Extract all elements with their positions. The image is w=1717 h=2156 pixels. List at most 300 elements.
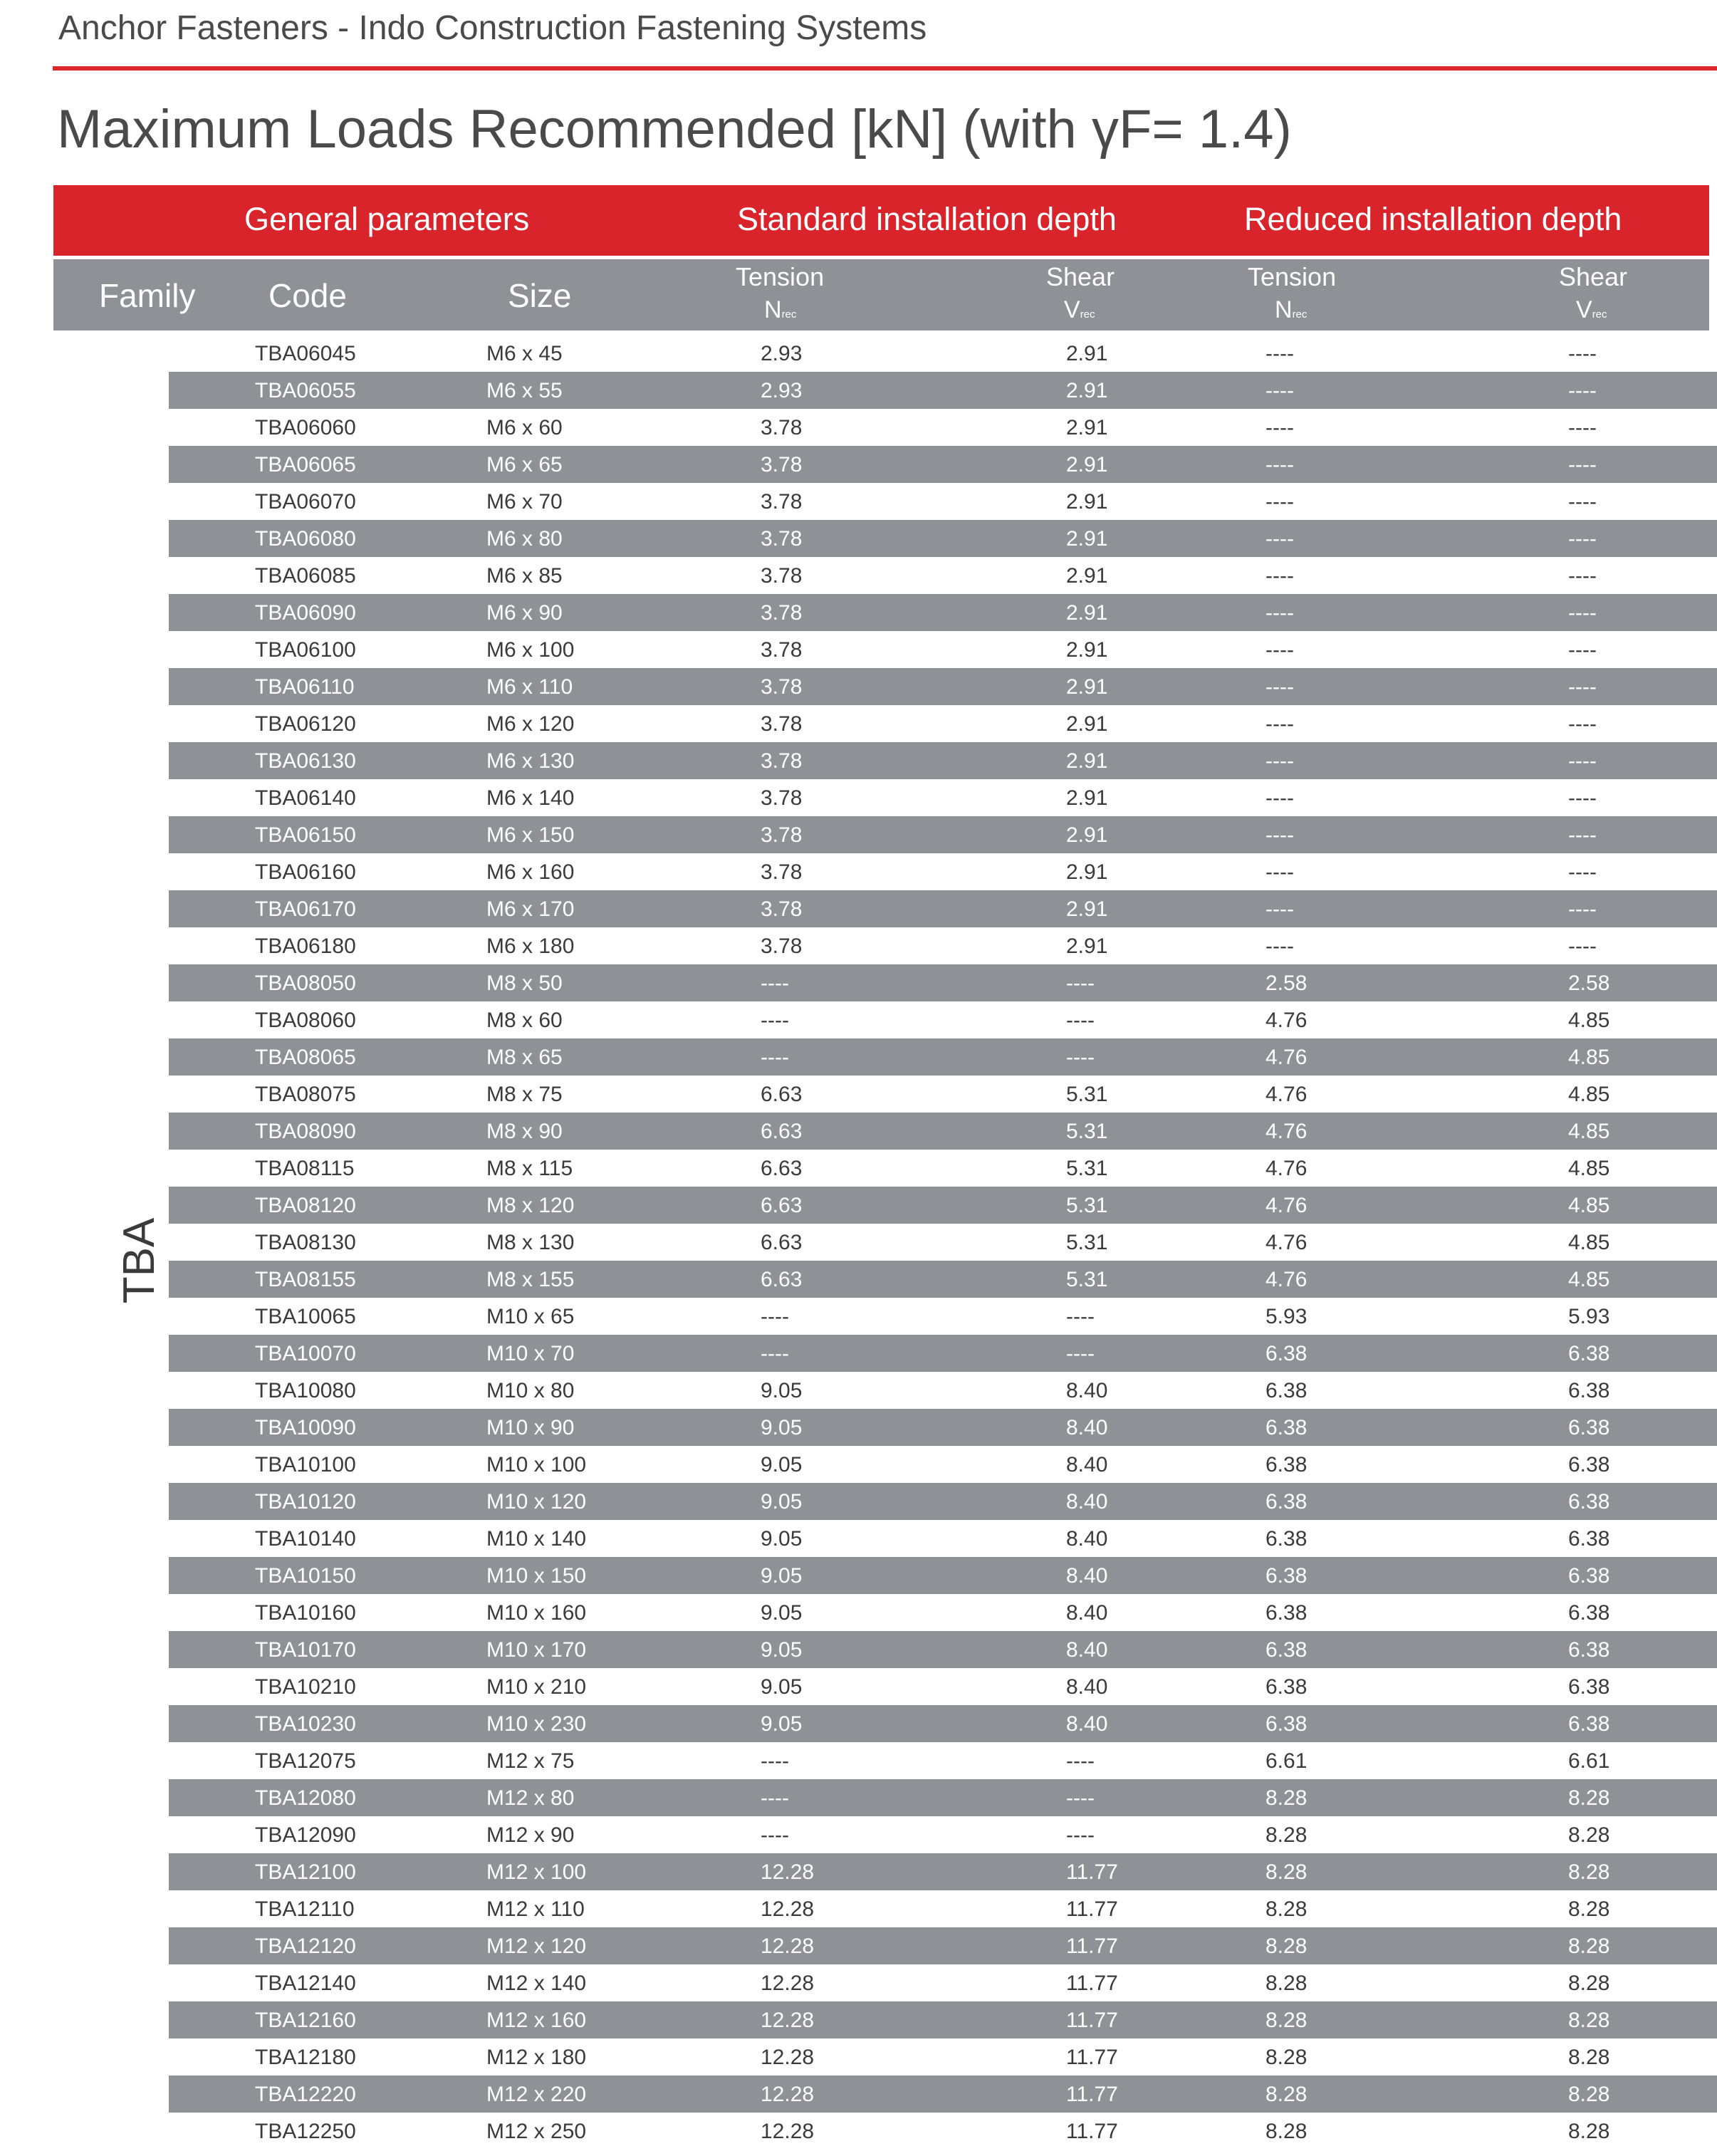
- cell-std-tension: 6.63: [761, 1231, 803, 1254]
- cell-code: TBA10065: [255, 1305, 356, 1328]
- cell-std-shear: 8.40: [1066, 1490, 1108, 1514]
- cell-std-shear: 5.31: [1066, 1120, 1108, 1143]
- cell-size: M8 x 50: [486, 972, 563, 995]
- brand-title: Anchor Fasteners - Indo Construction Fastening Systems: [58, 9, 927, 47]
- cell-std-tension: 3.78: [761, 786, 803, 810]
- cell-size: M12 x 90: [486, 1823, 575, 1847]
- cell-std-shear: 2.91: [1066, 453, 1108, 476]
- cell-size: M12 x 250: [486, 2120, 587, 2143]
- cell-code: TBA12220: [255, 2083, 356, 2106]
- cell-red-tension: 6.38: [1265, 1712, 1308, 1736]
- cell-red-tension: ----: [1265, 379, 1294, 402]
- cell-std-tension: 12.28: [761, 2120, 815, 2143]
- row-background: [169, 890, 1717, 927]
- cell-red-shear: 6.61: [1568, 1749, 1610, 1773]
- row-background: [169, 2001, 1717, 2038]
- table-row: [0, 1890, 1717, 1927]
- row-background: [169, 1557, 1717, 1594]
- table-row: [0, 483, 1717, 520]
- cell-std-tension: 12.28: [761, 1934, 815, 1958]
- col-red-shear-symbol: Vrec: [1576, 296, 1607, 323]
- cell-code: TBA06045: [255, 342, 356, 365]
- header-divider: [53, 66, 1717, 71]
- cell-red-shear: 6.38: [1568, 1342, 1610, 1365]
- cell-red-shear: ----: [1568, 712, 1597, 736]
- table-row: [0, 1927, 1717, 1964]
- table-row: [0, 1372, 1717, 1409]
- cell-code: TBA10160: [255, 1601, 356, 1625]
- cell-std-shear: 8.40: [1066, 1712, 1108, 1736]
- cell-red-tension: 6.38: [1265, 1675, 1308, 1699]
- cell-std-shear: 11.77: [1066, 1972, 1118, 1995]
- table-row: [0, 1779, 1717, 1816]
- table-row: [0, 742, 1717, 779]
- cell-red-tension: 6.38: [1265, 1453, 1308, 1477]
- table-row: [0, 1298, 1717, 1335]
- cell-std-tension: 9.05: [761, 1675, 803, 1699]
- cell-red-tension: ----: [1265, 934, 1294, 958]
- cell-red-shear: 6.38: [1568, 1601, 1610, 1625]
- cell-std-shear: 2.91: [1066, 564, 1108, 588]
- cell-std-shear: 11.77: [1066, 2120, 1118, 2143]
- cell-std-tension: 2.93: [761, 379, 803, 402]
- row-background: [169, 372, 1717, 409]
- cell-std-shear: 8.40: [1066, 1416, 1108, 1439]
- cell-red-shear: 8.28: [1568, 2083, 1610, 2106]
- row-background: [169, 668, 1717, 705]
- cell-std-shear: 2.91: [1066, 416, 1108, 439]
- cell-red-tension: 6.38: [1265, 1564, 1308, 1588]
- cell-code: TBA06060: [255, 416, 356, 439]
- cell-red-shear: 6.38: [1568, 1453, 1610, 1477]
- table-row: [0, 964, 1717, 1001]
- cell-size: M6 x 80: [486, 527, 563, 551]
- cell-red-tension: 8.28: [1265, 1934, 1308, 1958]
- cell-std-tension: ----: [761, 1342, 789, 1365]
- cell-std-shear: ----: [1066, 1823, 1095, 1847]
- cell-size: M6 x 70: [486, 490, 563, 514]
- cell-code: TBA10210: [255, 1675, 356, 1699]
- cell-size: M10 x 230: [486, 1712, 587, 1736]
- cell-size: M6 x 180: [486, 934, 575, 958]
- cell-size: M10 x 170: [486, 1638, 587, 1662]
- row-background: [169, 816, 1717, 853]
- cell-std-tension: 9.05: [761, 1601, 803, 1625]
- cell-std-shear: ----: [1066, 1305, 1095, 1328]
- cell-size: M8 x 75: [486, 1083, 563, 1106]
- cell-red-tension: 4.76: [1265, 1046, 1308, 1069]
- row-background: [169, 1113, 1717, 1150]
- group-header-general: General parameters: [244, 201, 530, 237]
- cell-size: M6 x 170: [486, 897, 575, 921]
- group-header-reduced: Reduced installation depth: [1244, 201, 1622, 237]
- cell-red-tension: 4.76: [1265, 1157, 1308, 1180]
- table-row: [0, 1594, 1717, 1631]
- cell-red-shear: 8.28: [1568, 1972, 1610, 1995]
- cell-red-tension: 6.38: [1265, 1342, 1308, 1365]
- cell-std-tension: 3.78: [761, 712, 803, 736]
- row-background: [169, 1890, 1717, 1927]
- row-background: [169, 1668, 1717, 1705]
- cell-red-shear: 8.28: [1568, 2046, 1610, 2069]
- row-background: [169, 1446, 1717, 1483]
- cell-red-shear: ----: [1568, 601, 1597, 625]
- cell-size: M6 x 100: [486, 638, 575, 662]
- cell-code: TBA12160: [255, 2009, 356, 2032]
- cell-std-tension: 3.78: [761, 675, 803, 699]
- cell-std-tension: 3.78: [761, 416, 803, 439]
- cell-red-tension: 6.38: [1265, 1490, 1308, 1514]
- cell-red-shear: 4.85: [1568, 1009, 1610, 1032]
- cell-size: M10 x 210: [486, 1675, 587, 1699]
- cell-code: TBA12100: [255, 1860, 356, 1884]
- cell-size: M12 x 220: [486, 2083, 587, 2106]
- row-background: [169, 1779, 1717, 1816]
- cell-code: TBA10170: [255, 1638, 356, 1662]
- cell-code: TBA06065: [255, 453, 356, 476]
- cell-red-tension: 4.76: [1265, 1231, 1308, 1254]
- row-background: [169, 557, 1717, 594]
- cell-red-tension: 8.28: [1265, 2083, 1308, 2106]
- table-row: [0, 1113, 1717, 1150]
- cell-std-tension: 3.78: [761, 934, 803, 958]
- cell-red-shear: ----: [1568, 527, 1597, 551]
- cell-size: M10 x 65: [486, 1305, 575, 1328]
- cell-red-tension: ----: [1265, 860, 1294, 884]
- cell-red-shear: 8.28: [1568, 1823, 1610, 1847]
- cell-size: M12 x 100: [486, 1860, 587, 1884]
- table-row: [0, 1964, 1717, 2001]
- table-row: [0, 2001, 1717, 2038]
- cell-size: M10 x 120: [486, 1490, 587, 1514]
- row-background: [169, 927, 1717, 964]
- table-row: [0, 1705, 1717, 1742]
- cell-red-shear: 4.85: [1568, 1194, 1610, 1217]
- cell-size: M6 x 120: [486, 712, 575, 736]
- row-background: [169, 1372, 1717, 1409]
- cell-size: M6 x 65: [486, 453, 563, 476]
- cell-size: M6 x 110: [486, 675, 573, 699]
- row-background: [169, 853, 1717, 890]
- table-row: [0, 1261, 1717, 1298]
- cell-red-tension: 4.76: [1265, 1009, 1308, 1032]
- cell-red-tension: 5.93: [1265, 1305, 1308, 1328]
- cell-std-shear: 2.91: [1066, 601, 1108, 625]
- cell-red-tension: 6.61: [1265, 1749, 1308, 1773]
- cell-std-tension: 12.28: [761, 1897, 815, 1921]
- table-row: [0, 1557, 1717, 1594]
- cell-code: TBA12075: [255, 1749, 356, 1773]
- col-std-tension: Tension: [736, 262, 825, 291]
- cell-code: TBA12080: [255, 1786, 356, 1810]
- col-code: Code: [268, 277, 347, 314]
- table-row: [0, 1742, 1717, 1779]
- cell-red-tension: 6.38: [1265, 1416, 1308, 1439]
- row-background: [169, 705, 1717, 742]
- row-background: [169, 1964, 1717, 2001]
- cell-code: TBA08090: [255, 1120, 356, 1143]
- cell-red-tension: 6.38: [1265, 1601, 1308, 1625]
- cell-red-shear: ----: [1568, 379, 1597, 402]
- cell-red-shear: ----: [1568, 342, 1597, 365]
- row-background: [169, 1816, 1717, 1853]
- cell-size: M12 x 180: [486, 2046, 587, 2069]
- cell-red-tension: 8.28: [1265, 2120, 1308, 2143]
- cell-std-shear: ----: [1066, 1009, 1095, 1032]
- cell-size: M10 x 140: [486, 1527, 587, 1551]
- col-std-shear-symbol: Vrec: [1064, 296, 1095, 323]
- table-row: [0, 1150, 1717, 1187]
- cell-red-shear: 6.38: [1568, 1379, 1610, 1402]
- cell-std-tension: 9.05: [761, 1527, 803, 1551]
- cell-red-shear: 8.28: [1568, 1860, 1610, 1884]
- row-background: [169, 1927, 1717, 1964]
- cell-std-tension: 9.05: [761, 1712, 803, 1736]
- cell-code: TBA06090: [255, 601, 356, 625]
- row-background: [169, 520, 1717, 557]
- table-row: [0, 2038, 1717, 2076]
- row-background: [169, 631, 1717, 668]
- row-background: [169, 1705, 1717, 1742]
- cell-red-shear: 2.58: [1568, 972, 1610, 995]
- cell-red-tension: ----: [1265, 601, 1294, 625]
- cell-red-shear: 4.85: [1568, 1083, 1610, 1106]
- cell-std-shear: 11.77: [1066, 2009, 1118, 2032]
- cell-red-tension: 4.76: [1265, 1083, 1308, 1106]
- table-row: [0, 668, 1717, 705]
- row-background: [169, 1483, 1717, 1520]
- cell-size: M12 x 75: [486, 1749, 575, 1773]
- cell-size: M8 x 90: [486, 1120, 563, 1143]
- cell-size: M12 x 110: [486, 1897, 585, 1921]
- cell-code: TBA06120: [255, 712, 356, 736]
- cell-red-tension: 8.28: [1265, 2046, 1308, 2069]
- cell-std-shear: 5.31: [1066, 1194, 1108, 1217]
- table-row: [0, 890, 1717, 927]
- row-background: [169, 335, 1717, 372]
- cell-size: M6 x 60: [486, 416, 563, 439]
- cell-code: TBA08050: [255, 972, 356, 995]
- cell-std-tension: 3.78: [761, 527, 803, 551]
- cell-size: M6 x 45: [486, 342, 563, 365]
- table-row: [0, 2076, 1717, 2113]
- cell-std-shear: 8.40: [1066, 1601, 1108, 1625]
- row-background: [169, 742, 1717, 779]
- cell-std-tension: 2.93: [761, 342, 803, 365]
- cell-std-tension: 3.78: [761, 564, 803, 588]
- cell-red-shear: 4.85: [1568, 1046, 1610, 1069]
- cell-std-shear: 2.91: [1066, 934, 1108, 958]
- cell-red-shear: 4.85: [1568, 1157, 1610, 1180]
- cell-code: TBA06070: [255, 490, 356, 514]
- cell-code: TBA12090: [255, 1823, 356, 1847]
- row-background: [169, 483, 1717, 520]
- cell-std-shear: 2.91: [1066, 786, 1108, 810]
- cell-red-tension: ----: [1265, 527, 1294, 551]
- cell-red-tension: 2.58: [1265, 972, 1308, 995]
- cell-std-shear: 2.91: [1066, 860, 1108, 884]
- cell-std-shear: 11.77: [1066, 2046, 1118, 2069]
- table-row: [0, 1224, 1717, 1261]
- cell-code: TBA12140: [255, 1972, 356, 1995]
- cell-std-shear: ----: [1066, 1342, 1095, 1365]
- cell-std-shear: 2.91: [1066, 527, 1108, 551]
- cell-std-shear: 8.40: [1066, 1638, 1108, 1662]
- cell-std-tension: ----: [761, 1305, 789, 1328]
- family-label: TBA: [115, 1217, 164, 1304]
- cell-red-tension: 8.28: [1265, 2009, 1308, 2032]
- cell-size: M12 x 80: [486, 1786, 575, 1810]
- cell-code: TBA06100: [255, 638, 356, 662]
- cell-std-tension: ----: [761, 1823, 789, 1847]
- col-size: Size: [508, 277, 572, 314]
- cell-red-shear: ----: [1568, 786, 1597, 810]
- table-row: [0, 557, 1717, 594]
- table-row: [0, 1187, 1717, 1224]
- cell-red-shear: ----: [1568, 749, 1597, 773]
- table-row: [0, 779, 1717, 816]
- cell-red-shear: ----: [1568, 823, 1597, 847]
- cell-std-tension: ----: [761, 1786, 789, 1810]
- row-background: [169, 1150, 1717, 1187]
- cell-std-shear: 11.77: [1066, 1860, 1118, 1884]
- cell-red-tension: ----: [1265, 675, 1294, 699]
- cell-size: M6 x 90: [486, 601, 563, 625]
- row-background: [169, 1853, 1717, 1890]
- cell-std-tension: 6.63: [761, 1083, 803, 1106]
- row-background: [169, 1520, 1717, 1557]
- cell-red-tension: 8.28: [1265, 1972, 1308, 1995]
- table-row: [0, 1853, 1717, 1890]
- table-row: [0, 1001, 1717, 1038]
- table-row: [0, 446, 1717, 483]
- row-background: [169, 409, 1717, 446]
- cell-std-tension: 3.78: [761, 638, 803, 662]
- cell-red-tension: 4.76: [1265, 1120, 1308, 1143]
- cell-red-shear: 4.85: [1568, 1120, 1610, 1143]
- cell-red-shear: ----: [1568, 453, 1597, 476]
- cell-red-shear: 6.38: [1568, 1675, 1610, 1699]
- cell-std-shear: 2.91: [1066, 675, 1108, 699]
- cell-std-tension: 3.78: [761, 601, 803, 625]
- cell-red-shear: 6.38: [1568, 1416, 1610, 1439]
- cell-red-shear: 6.38: [1568, 1712, 1610, 1736]
- cell-std-shear: 2.91: [1066, 712, 1108, 736]
- cell-red-shear: 8.28: [1568, 2009, 1610, 2032]
- cell-red-tension: ----: [1265, 453, 1294, 476]
- cell-size: M12 x 120: [486, 1934, 587, 1958]
- cell-red-shear: ----: [1568, 897, 1597, 921]
- col-family: Family: [99, 277, 196, 314]
- cell-code: TBA06085: [255, 564, 356, 588]
- cell-red-tension: ----: [1265, 786, 1294, 810]
- cell-std-tension: 3.78: [761, 490, 803, 514]
- cell-std-tension: 3.78: [761, 823, 803, 847]
- row-background: [169, 446, 1717, 483]
- cell-code: TBA06130: [255, 749, 356, 773]
- cell-code: TBA08155: [255, 1268, 356, 1291]
- cell-red-tension: ----: [1265, 712, 1294, 736]
- cell-red-tension: 8.28: [1265, 1823, 1308, 1847]
- cell-code: TBA06055: [255, 379, 356, 402]
- row-background: [169, 1001, 1717, 1038]
- cell-code: TBA10070: [255, 1342, 356, 1365]
- cell-red-tension: 6.38: [1265, 1638, 1308, 1662]
- cell-std-shear: 2.91: [1066, 379, 1108, 402]
- cell-std-shear: 8.40: [1066, 1453, 1108, 1477]
- col-red-shear: Shear: [1559, 262, 1628, 291]
- cell-red-tension: 8.28: [1265, 1786, 1308, 1810]
- cell-std-tension: 6.63: [761, 1157, 803, 1180]
- table-row: [0, 853, 1717, 890]
- row-background: [169, 1335, 1717, 1372]
- cell-std-tension: 12.28: [761, 1972, 815, 1995]
- table-row: [0, 631, 1717, 668]
- cell-size: M6 x 130: [486, 749, 575, 773]
- cell-code: TBA06080: [255, 527, 356, 551]
- cell-std-shear: ----: [1066, 1786, 1095, 1810]
- row-background: [169, 1409, 1717, 1446]
- cell-std-shear: ----: [1066, 1749, 1095, 1773]
- cell-std-tension: 6.63: [761, 1194, 803, 1217]
- cell-code: TBA06140: [255, 786, 356, 810]
- cell-red-tension: ----: [1265, 342, 1294, 365]
- cell-code: TBA08120: [255, 1194, 356, 1217]
- cell-red-shear: 8.28: [1568, 2120, 1610, 2143]
- table-row: [0, 1483, 1717, 1520]
- table-row: [0, 1409, 1717, 1446]
- cell-red-tension: 4.76: [1265, 1268, 1308, 1291]
- cell-red-shear: 6.38: [1568, 1564, 1610, 1588]
- cell-red-shear: 6.38: [1568, 1490, 1610, 1514]
- cell-size: M10 x 150: [486, 1564, 587, 1588]
- table-row: [0, 1335, 1717, 1372]
- table-row: [0, 927, 1717, 964]
- cell-red-shear: ----: [1568, 934, 1597, 958]
- cell-std-tension: 9.05: [761, 1564, 803, 1588]
- cell-size: M6 x 160: [486, 860, 575, 884]
- cell-std-tension: 12.28: [761, 2083, 815, 2106]
- cell-std-tension: 9.05: [761, 1638, 803, 1662]
- cell-std-tension: 12.28: [761, 1860, 815, 1884]
- cell-size: M6 x 150: [486, 823, 575, 847]
- cell-red-shear: ----: [1568, 490, 1597, 514]
- cell-red-tension: ----: [1265, 897, 1294, 921]
- cell-std-tension: 9.05: [761, 1453, 803, 1477]
- row-background: [169, 1038, 1717, 1076]
- cell-std-tension: 9.05: [761, 1490, 803, 1514]
- cell-std-shear: 8.40: [1066, 1675, 1108, 1699]
- row-background: [169, 1742, 1717, 1779]
- cell-red-tension: ----: [1265, 638, 1294, 662]
- cell-red-shear: 5.93: [1568, 1305, 1610, 1328]
- cell-std-shear: 5.31: [1066, 1157, 1108, 1180]
- cell-std-shear: ----: [1066, 1046, 1095, 1069]
- cell-std-tension: 3.78: [761, 453, 803, 476]
- cell-red-tension: 6.38: [1265, 1379, 1308, 1402]
- cell-red-shear: 8.28: [1568, 1897, 1610, 1921]
- cell-red-tension: ----: [1265, 564, 1294, 588]
- cell-size: M12 x 160: [486, 2009, 587, 2032]
- cell-code: TBA08130: [255, 1231, 356, 1254]
- cell-size: M8 x 155: [486, 1268, 575, 1291]
- cell-red-shear: ----: [1568, 638, 1597, 662]
- cell-code: TBA10120: [255, 1490, 356, 1514]
- cell-std-shear: 8.40: [1066, 1527, 1108, 1551]
- cell-code: TBA08065: [255, 1046, 356, 1069]
- row-background: [169, 1631, 1717, 1668]
- cell-std-tension: ----: [761, 1046, 789, 1069]
